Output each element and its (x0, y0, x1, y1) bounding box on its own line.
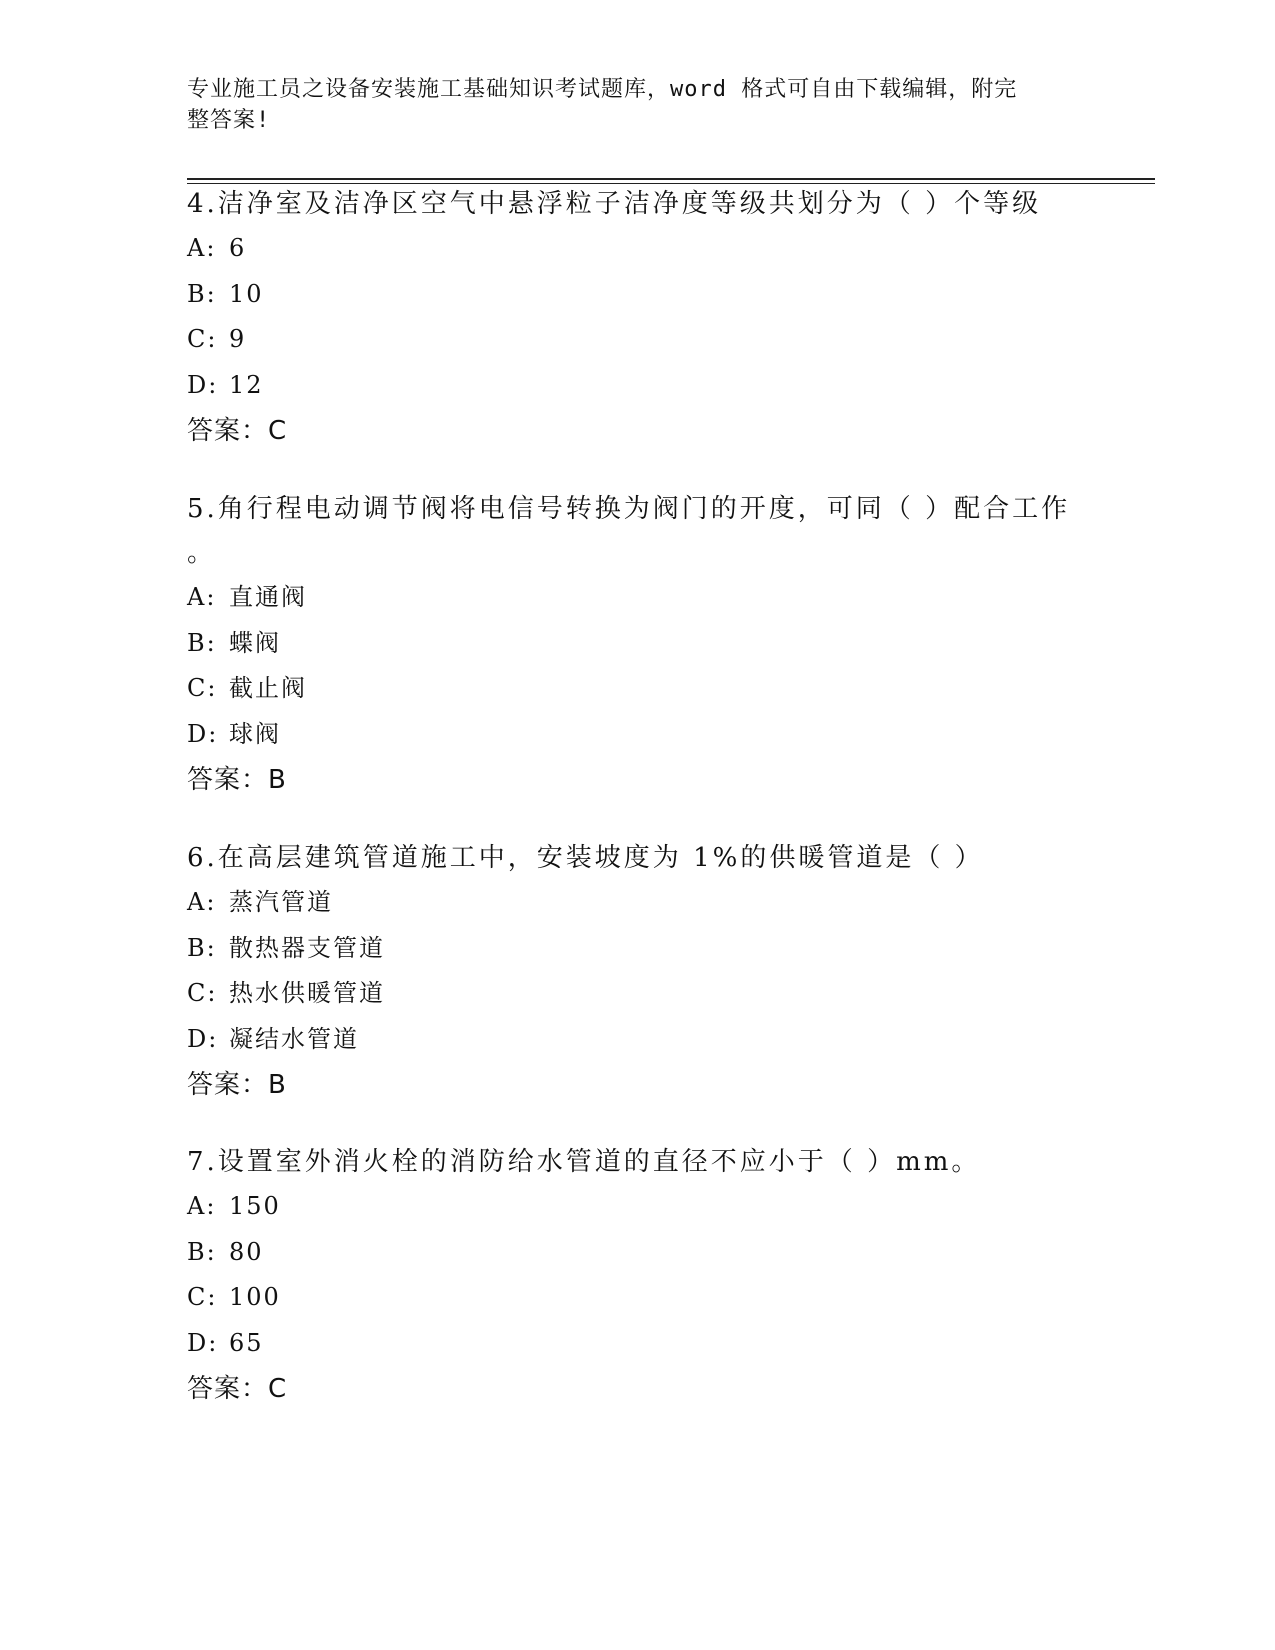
question-text: 6.在高层建筑管道施工中，安装坡度为 1%的供暖管道是（ ） (187, 843, 984, 873)
answer-label: 答案：C (187, 416, 288, 446)
option-a (187, 226, 1087, 272)
option-c (187, 971, 1087, 1017)
question-text: 5.角行程电动调节阀将电信号转换为阀门的开度，可同（ ）配合工作 (187, 494, 1071, 524)
option-value: 12 (229, 370, 264, 399)
answer-label: 答案：C (187, 1374, 288, 1404)
option-a (187, 575, 1087, 621)
option-letter: D: (187, 370, 219, 399)
option-value: 6 (229, 234, 247, 262)
option-value: 80 (229, 1237, 264, 1266)
option-value: 蝶阀 (229, 628, 281, 657)
option-value: 散热器支管道 (229, 933, 385, 962)
option-letter: A: (187, 234, 217, 262)
header-divider-thick (187, 178, 1155, 180)
option-value: 热水供暖管道 (229, 979, 385, 1007)
option-d (187, 712, 1087, 758)
answer-label: 答案：B (187, 765, 287, 795)
option-value: 直通阀 (229, 583, 307, 611)
option-letter: B: (187, 1237, 217, 1266)
option-b (187, 272, 1087, 318)
option-letter: B: (187, 933, 217, 962)
option-b (187, 621, 1087, 667)
option-letter: A: (187, 1192, 217, 1220)
option-d (187, 1321, 1087, 1367)
option-b (187, 926, 1087, 972)
question-6 (187, 836, 1087, 1108)
option-value: 150 (229, 1192, 281, 1220)
option-value: 100 (229, 1283, 281, 1311)
option-letter: C: (187, 1283, 218, 1311)
option-b (187, 1230, 1087, 1276)
header-title-line1: 专业施工员之设备安装施工基础知识考试题库，word 格式可自由下载编辑，附完 (187, 77, 1018, 102)
option-value: 蒸汽管道 (229, 888, 333, 916)
question-text: 4.洁净室及洁净区空气中悬浮粒子洁净度等级共划分为（ ）个等级 (187, 189, 1042, 219)
answer-label: 答案：B (187, 1070, 287, 1100)
option-c (187, 1275, 1087, 1321)
option-value: 截止阀 (229, 674, 307, 702)
option-letter: D: (187, 719, 219, 748)
question-5 (187, 487, 1087, 803)
header-title-line2: 整答案! (187, 108, 271, 133)
option-letter: A: (187, 583, 217, 611)
option-c (187, 317, 1087, 363)
question-4 (187, 182, 1087, 454)
option-letter: C: (187, 325, 218, 353)
option-letter: C: (187, 979, 218, 1007)
question-7 (187, 1140, 1087, 1412)
option-value: 10 (229, 279, 264, 308)
option-value: 65 (229, 1328, 264, 1357)
option-a (187, 1184, 1087, 1230)
question-text-continued: 。 (187, 538, 217, 568)
option-value: 凝结水管道 (229, 1024, 359, 1053)
option-letter: D: (187, 1328, 219, 1357)
option-letter: C: (187, 674, 218, 702)
option-a (187, 880, 1087, 926)
option-value: 9 (229, 325, 247, 353)
option-d (187, 363, 1087, 409)
document-header (187, 74, 1067, 136)
question-text: 7.设置室外消火栓的消防给水管道的直径不应小于（ ）mm。 (187, 1147, 981, 1177)
option-letter: B: (187, 628, 217, 657)
option-value: 球阀 (229, 719, 281, 748)
option-letter: D: (187, 1024, 219, 1053)
option-letter: B: (187, 279, 217, 308)
option-d (187, 1017, 1087, 1063)
option-letter: A: (187, 888, 217, 916)
option-c (187, 666, 1087, 712)
